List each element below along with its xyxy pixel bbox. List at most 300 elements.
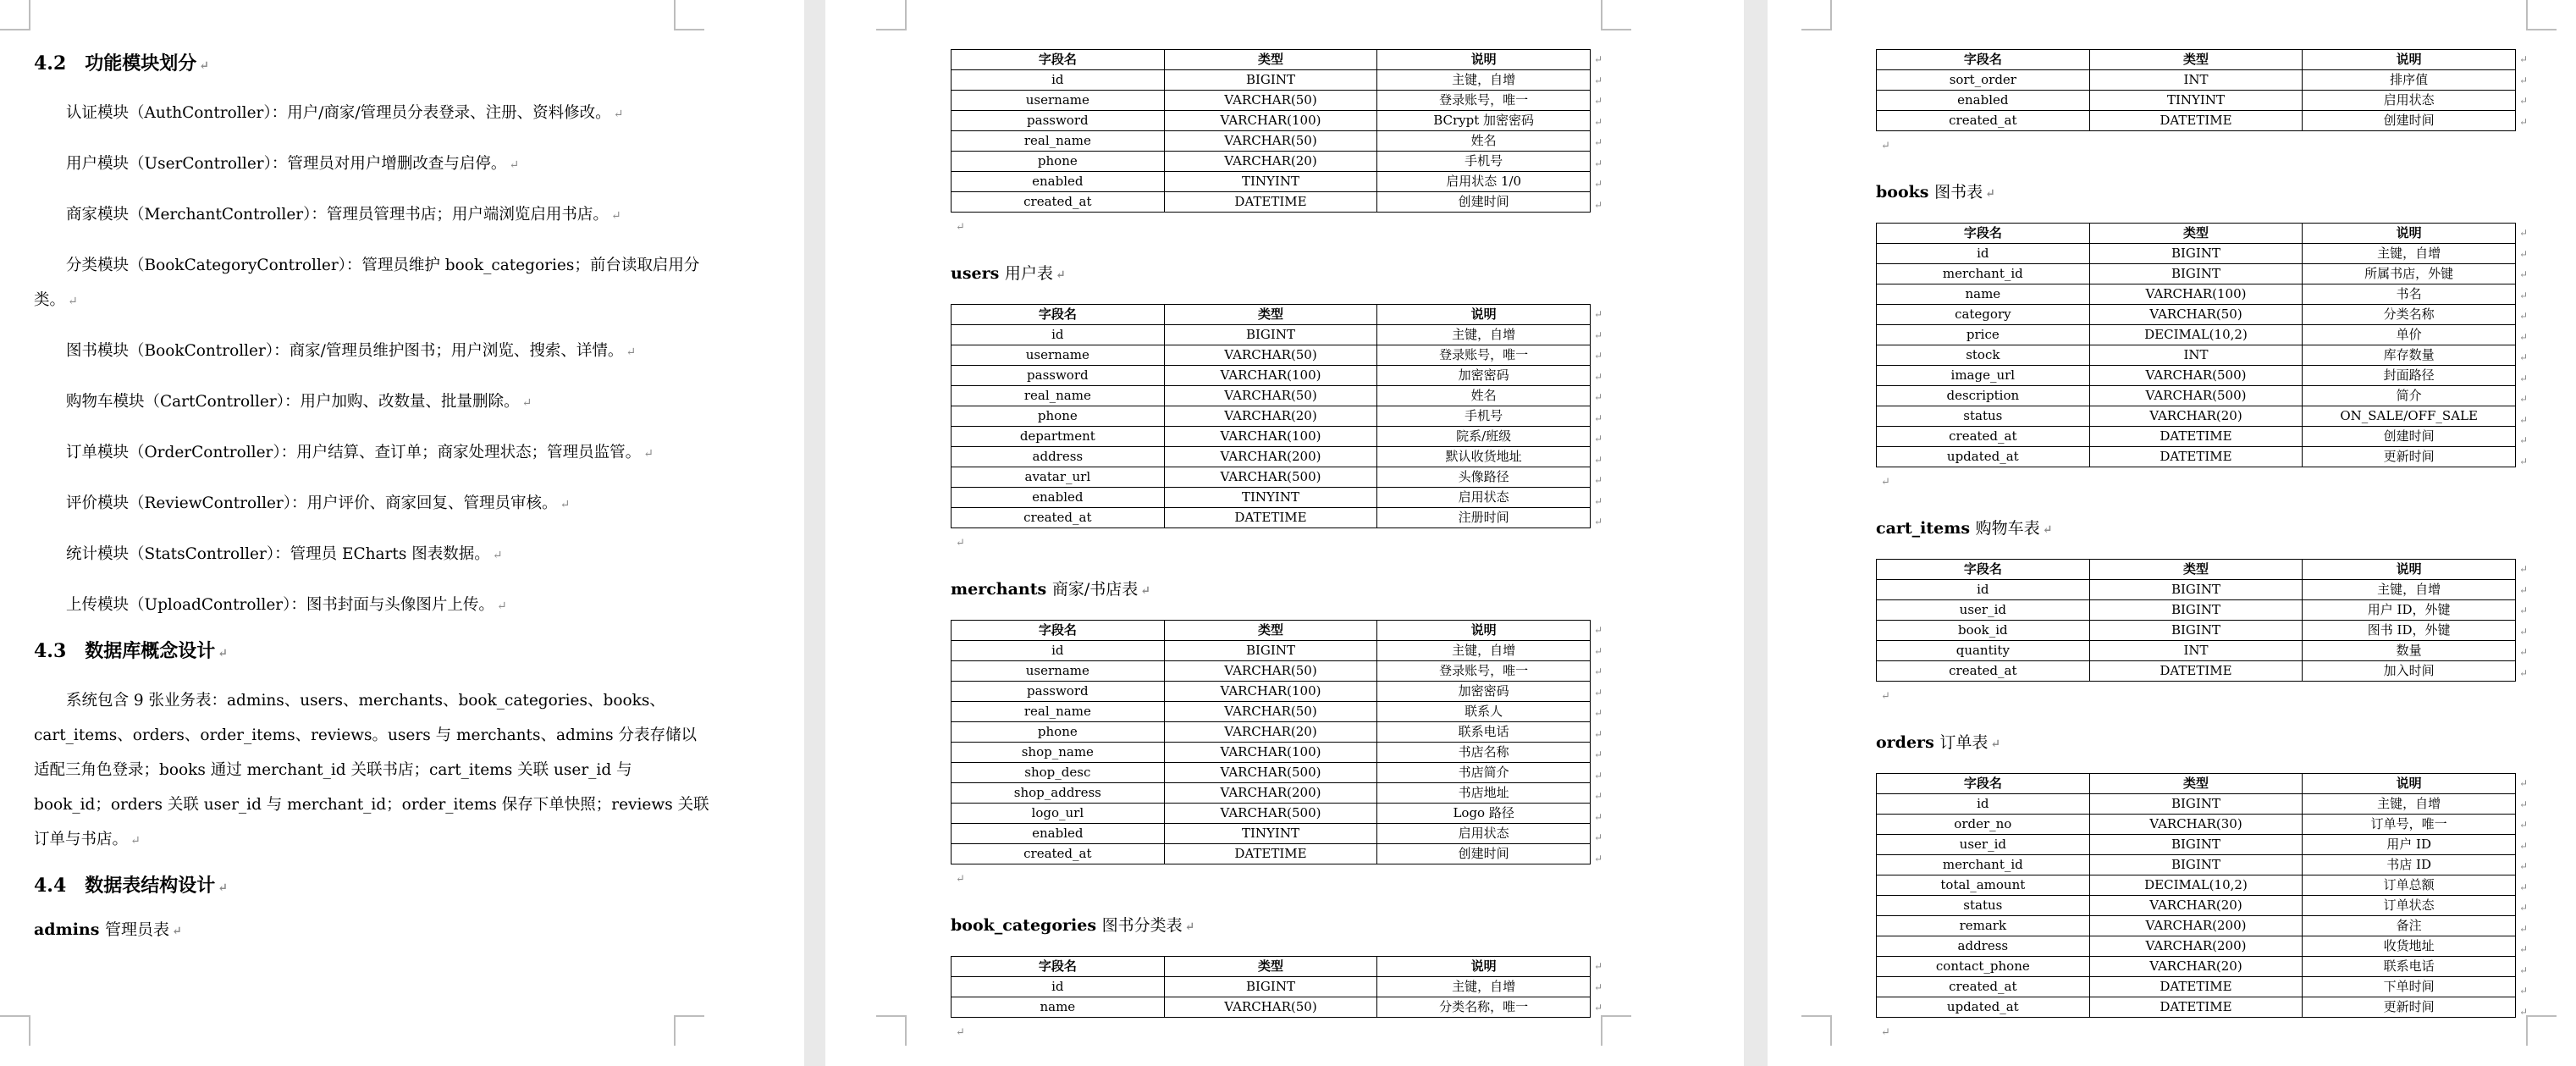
row-end-mark-icon: ↵: [2519, 819, 2529, 831]
field-table: [951, 620, 1591, 864]
body-paragraph: 订单模块（OrderController）：用户结算、查订单；商家处理状态；管理员监管。 ↵: [66, 444, 654, 461]
table-cell: password: [952, 366, 1165, 386]
table-row: [1877, 875, 2516, 896]
row-end-mark-icon: ↵: [1594, 1002, 1603, 1014]
table-cell: VARCHAR(50): [1164, 386, 1377, 406]
table-cell: BIGINT: [2089, 794, 2303, 815]
row-end-mark-icon: ↵: [2519, 881, 2529, 893]
crop-mark: [1601, 0, 1631, 30]
table-header-cell: 类型: [1164, 957, 1377, 977]
table-cell: DATETIME: [2089, 997, 2303, 1018]
table-cell: VARCHAR(20): [1164, 722, 1377, 743]
table-row: [1877, 794, 2516, 815]
row-end-mark-icon: ↵: [1594, 53, 1603, 65]
paragraph-mark-icon: ↵: [560, 498, 571, 511]
table-row: [1877, 936, 2516, 957]
table-row: [1877, 916, 2516, 936]
table-cell: enabled: [952, 824, 1165, 844]
row-end-mark-icon: ↵: [2519, 625, 2529, 638]
table-row: [952, 447, 1591, 467]
table-cell: avatar_url: [952, 467, 1165, 488]
table-cell: 头像路径: [1377, 467, 1591, 488]
row-end-mark-icon: ↵: [1594, 686, 1603, 699]
table-cell: VARCHAR(200): [1164, 447, 1377, 467]
row-end-mark-icon: ↵: [2519, 227, 2529, 239]
table-cell: 加密密码: [1377, 682, 1591, 702]
table-cell: 下单时间: [2303, 977, 2516, 997]
field-table: [951, 49, 1591, 213]
table-cell: VARCHAR(500): [2089, 366, 2303, 386]
table-block: [1876, 223, 2549, 467]
row-end-mark-icon: ↵: [1594, 644, 1603, 657]
table-cell: id: [1877, 244, 2090, 264]
row-end-marks: [1594, 620, 1602, 869]
table-cell: VARCHAR(20): [2089, 406, 2303, 427]
table-header-cell: 字段名: [952, 957, 1165, 977]
row-end-mark-icon: ↵: [2519, 247, 2529, 260]
row-end-mark-icon: ↵: [1594, 157, 1603, 169]
table-cell: name: [1877, 284, 2090, 305]
table-block: [951, 49, 1624, 213]
table-row: [952, 91, 1591, 111]
table-cell: logo_url: [952, 804, 1165, 824]
table-row: [1877, 305, 2516, 325]
row-end-mark-icon: ↵: [2519, 860, 2529, 872]
table-cell: 联系电话: [2303, 957, 2516, 977]
row-end-marks: [2519, 559, 2528, 683]
table-cell: DATETIME: [2089, 977, 2303, 997]
table-caption-title: 图书分类表: [1101, 916, 1183, 935]
table-cell: real_name: [952, 702, 1165, 722]
paragraph-mark-icon: ↵: [1990, 737, 2001, 751]
row-end-mark-icon: ↵: [2519, 985, 2529, 997]
row-end-mark-icon: ↵: [2519, 434, 2529, 446]
table-cell: VARCHAR(50): [1164, 345, 1377, 366]
row-end-mark-icon: ↵: [1594, 115, 1603, 128]
table-cell: 书店 ID: [2303, 855, 2516, 875]
table-cell: 姓名: [1377, 131, 1591, 152]
table-row: [1877, 264, 2516, 284]
table-cell: id: [952, 977, 1165, 997]
table-cell: 收货地址: [2303, 936, 2516, 957]
row-end-mark-icon: ↵: [1594, 178, 1603, 190]
paragraph-mark-icon: ↵: [1881, 140, 1890, 152]
crop-mark: [876, 0, 907, 30]
body-paragraph: 用户模块（UserController）：管理员对用户增删改查与启停。 ↵: [66, 155, 520, 173]
row-end-mark-icon: ↵: [1594, 453, 1603, 466]
table-caption-code: books: [1876, 183, 1935, 202]
table-cell: 所属书店，外键: [2303, 264, 2516, 284]
table-cell: 启用状态: [1377, 824, 1591, 844]
table-cell: phone: [952, 406, 1165, 427]
table-cell: 姓名: [1377, 386, 1591, 406]
table-cell: DATETIME: [1164, 508, 1377, 528]
table-cell: 主键，自增: [2303, 580, 2516, 600]
table-caption-code: book_categories: [951, 916, 1102, 935]
table-row: [1877, 896, 2516, 916]
row-end-mark-icon: ↵: [2519, 289, 2529, 301]
row-end-mark-icon: ↵: [1594, 391, 1603, 403]
table-header-cell: 字段名: [1877, 774, 2090, 794]
table-cell: 主键，自增: [1377, 325, 1591, 345]
paragraph-mark-icon: ↵: [521, 396, 532, 410]
table-cell: 书店地址: [1377, 783, 1591, 804]
table-header-row: [952, 957, 1591, 977]
table-cell: 书名: [2303, 284, 2516, 305]
table-row: [1877, 427, 2516, 447]
table-cell: total_amount: [1877, 875, 2090, 896]
table-header-row: [1877, 560, 2516, 580]
table-cell: 排序值: [2303, 70, 2516, 91]
table-cell: VARCHAR(100): [1164, 111, 1377, 131]
field-table: [951, 304, 1591, 528]
table-cell: VARCHAR(50): [2089, 305, 2303, 325]
table-caption-title: 用户表: [1004, 264, 1053, 283]
table-cell: VARCHAR(500): [2089, 386, 2303, 406]
table-row: [952, 467, 1591, 488]
table-cell: DECIMAL(10,2): [2089, 875, 2303, 896]
table-cell: VARCHAR(20): [2089, 957, 2303, 977]
row-end-mark-icon: ↵: [2519, 53, 2529, 65]
table-cell: status: [1877, 896, 2090, 916]
table-cell: 联系人: [1377, 702, 1591, 722]
table-caption: [951, 262, 1624, 287]
table-cell: price: [1877, 325, 2090, 345]
table-cell: DATETIME: [2089, 111, 2303, 131]
row-end-mark-icon: ↵: [1594, 960, 1603, 972]
table-cell: enabled: [952, 172, 1165, 192]
table-cell: updated_at: [1877, 447, 2090, 467]
body-paragraph: 商家模块（MerchantController）：管理员管理书店；用户端浏览启用书店。 ↵: [66, 206, 621, 224]
table-header-cell: 类型: [2089, 774, 2303, 794]
paragraph-mark-icon: ↵: [1881, 476, 1890, 489]
paragraph-mark-icon: ↵: [956, 873, 965, 886]
table-header-cell: 字段名: [952, 621, 1165, 641]
table-caption-code: admins: [34, 920, 106, 939]
table-cell: id: [952, 70, 1165, 91]
table-cell: BIGINT: [1164, 325, 1377, 345]
table-cell: 登录账号，唯一: [1377, 345, 1591, 366]
table-cell: created_at: [952, 192, 1165, 213]
table-cell: 更新时间: [2303, 997, 2516, 1018]
table-cell: image_url: [1877, 366, 2090, 386]
row-end-mark-icon: ↵: [1594, 136, 1603, 148]
table-caption: [1876, 516, 2549, 542]
table-cell: 手机号: [1377, 152, 1591, 172]
table-row: [1877, 386, 2516, 406]
table-cell: DECIMAL(10,2): [2089, 325, 2303, 345]
table-caption: [1876, 180, 2549, 206]
table-header-row: [952, 621, 1591, 641]
table-row: [1877, 91, 2516, 111]
table-row: [1877, 641, 2516, 661]
table-cell: created_at: [952, 844, 1165, 864]
table-row: [1877, 957, 2516, 977]
document-page-3: [1768, 0, 2576, 1066]
table-cell: remark: [1877, 916, 2090, 936]
table-cell: BIGINT: [2089, 244, 2303, 264]
row-end-mark-icon: ↵: [2519, 351, 2529, 363]
row-end-mark-icon: ↵: [1594, 516, 1603, 527]
table-block: [1876, 559, 2549, 682]
table-cell: phone: [952, 722, 1165, 743]
table-row: [952, 641, 1591, 661]
table-cell: BIGINT: [2089, 855, 2303, 875]
table-cell: VARCHAR(200): [1164, 783, 1377, 804]
table-row: [952, 172, 1591, 192]
row-end-mark-icon: ↵: [2519, 605, 2529, 616]
table-caption-title: 商家/书店表: [1051, 580, 1139, 599]
row-end-mark-icon: ↵: [1594, 790, 1603, 802]
table-cell: VARCHAR(500): [1164, 804, 1377, 824]
row-end-mark-icon: ↵: [2519, 74, 2529, 86]
table-row: [1877, 661, 2516, 682]
paragraph-mark-icon: ↵: [610, 209, 621, 223]
table-cell: BIGINT: [2089, 835, 2303, 855]
row-end-marks: [1594, 304, 1602, 533]
table-cell: 主键，自增: [2303, 244, 2516, 264]
table-caption-title: 订单表: [1939, 733, 1989, 752]
table-cell: enabled: [1877, 91, 2090, 111]
paragraph-mark-icon: ↵: [1055, 268, 1066, 282]
row-end-mark-icon: ↵: [1594, 329, 1603, 341]
table-cell: VARCHAR(100): [1164, 427, 1377, 447]
row-end-mark-icon: ↵: [1594, 474, 1603, 486]
table-cell: TINYINT: [2089, 91, 2303, 111]
table-caption: [1876, 731, 2549, 756]
table-cell: shop_name: [952, 743, 1165, 763]
row-end-mark-icon: ↵: [2519, 413, 2529, 426]
row-end-mark-icon: ↵: [2519, 646, 2529, 658]
table-header-cell: 说明: [1377, 50, 1591, 70]
table-cell: username: [952, 345, 1165, 366]
paragraph-mark-icon: ↵: [130, 834, 141, 848]
table-caption-code: orders: [1876, 733, 1940, 752]
table-row: [952, 70, 1591, 91]
row-end-mark-icon: ↵: [2519, 330, 2529, 343]
paragraph-mark-icon: ↵: [1881, 690, 1890, 703]
table-header-cell: 说明: [1377, 621, 1591, 641]
table-row: [952, 763, 1591, 783]
table-cell: user_id: [1877, 600, 2090, 621]
row-end-marks: [2519, 49, 2528, 132]
table-row: [952, 325, 1591, 345]
table-cell: user_id: [1877, 835, 2090, 855]
table-row: [952, 131, 1591, 152]
table-block: [951, 304, 1624, 528]
table-cell: 书店简介: [1377, 763, 1591, 783]
table-cell: VARCHAR(50): [1164, 997, 1377, 1018]
table-cell: DATETIME: [2089, 427, 2303, 447]
table-caption-code: cart_items: [1876, 519, 1976, 538]
table-caption: [34, 918, 711, 943]
table-cell: 创建时间: [1377, 844, 1591, 864]
paragraph-mark-icon: ↵: [613, 108, 624, 121]
table-header-cell: 说明: [2303, 224, 2516, 244]
table-cell: 启用状态 1/0: [1377, 172, 1591, 192]
table-cell: created_at: [1877, 977, 2090, 997]
table-row: [1877, 600, 2516, 621]
table-cell: 主键，自增: [1377, 641, 1591, 661]
table-cell: BCrypt 加密密码: [1377, 111, 1591, 131]
table-cell: VARCHAR(20): [2089, 896, 2303, 916]
table-cell: BIGINT: [2089, 580, 2303, 600]
table-row: [952, 345, 1591, 366]
table-row: [952, 682, 1591, 702]
table-cell: order_no: [1877, 815, 2090, 835]
table-cell: id: [952, 641, 1165, 661]
table-cell: DATETIME: [1164, 844, 1377, 864]
paragraph-mark-icon: ↵: [496, 599, 507, 613]
crop-mark: [674, 1015, 704, 1046]
table-cell: real_name: [952, 131, 1165, 152]
table-cell: VARCHAR(20): [1164, 152, 1377, 172]
table-row: [1877, 70, 2516, 91]
table-row: [952, 386, 1591, 406]
table-cell: username: [952, 91, 1165, 111]
table-caption-title: 购物车表: [1975, 519, 2040, 538]
table-header-cell: 字段名: [1877, 50, 2090, 70]
paragraph-mark-icon: ↵: [1881, 1026, 1890, 1039]
table-cell: 分类名称，唯一: [1377, 997, 1591, 1018]
table-cell: VARCHAR(100): [1164, 743, 1377, 763]
table-header-cell: 类型: [1164, 621, 1377, 641]
table-cell: 备注: [2303, 916, 2516, 936]
table-row: [952, 977, 1591, 997]
table-cell: 手机号: [1377, 406, 1591, 427]
table-row: [952, 111, 1591, 131]
row-end-mark-icon: ↵: [2519, 839, 2529, 852]
table-cell: book_id: [1877, 621, 2090, 641]
table-cell: 用户 ID: [2303, 835, 2516, 855]
table-header-cell: 说明: [2303, 50, 2516, 70]
table-cell: DATETIME: [2089, 447, 2303, 467]
paragraph-mark-icon: ↵: [199, 59, 210, 73]
table-cell: 订单号，唯一: [2303, 815, 2516, 835]
table-cell: sort_order: [1877, 70, 2090, 91]
crop-mark: [0, 1015, 30, 1046]
table-cell: stock: [1877, 345, 2090, 366]
row-end-mark-icon: ↵: [1594, 666, 1603, 677]
row-end-mark-icon: ↵: [1594, 74, 1603, 86]
page-2-content: [951, 49, 1624, 1066]
crop-mark: [674, 0, 704, 30]
table-cell: 订单状态: [2303, 896, 2516, 916]
row-end-mark-icon: ↵: [1594, 308, 1603, 320]
table-cell: 单价: [2303, 325, 2516, 345]
table-cell: shop_address: [952, 783, 1165, 804]
table-row: [1877, 855, 2516, 875]
table-cell: address: [1877, 936, 2090, 957]
row-end-mark-icon: ↵: [1594, 810, 1603, 823]
table-cell: VARCHAR(50): [1164, 702, 1377, 722]
row-end-mark-icon: ↵: [1594, 831, 1603, 843]
table-row: [952, 406, 1591, 427]
table-cell: quantity: [1877, 641, 2090, 661]
row-end-mark-icon: ↵: [1594, 494, 1603, 507]
field-table: [1876, 49, 2516, 131]
row-end-mark-icon: ↵: [2519, 583, 2529, 596]
row-end-mark-icon: ↵: [1594, 350, 1603, 362]
table-header-row: [952, 305, 1591, 325]
table-row: [1877, 997, 2516, 1018]
field-table: [1876, 773, 2516, 1018]
row-end-mark-icon: ↵: [2519, 393, 2529, 405]
table-caption-code: users: [951, 264, 1005, 283]
row-end-mark-icon: ↵: [1594, 748, 1603, 760]
paragraph-mark-icon: ↵: [1985, 187, 1995, 201]
table-header-cell: 说明: [2303, 560, 2516, 580]
table-header-cell: 类型: [2089, 50, 2303, 70]
table-caption: [951, 577, 1624, 603]
table-cell: VARCHAR(100): [2089, 284, 2303, 305]
table-row: [1877, 325, 2516, 345]
row-end-mark-icon: ↵: [1594, 370, 1603, 383]
table-row: [1877, 284, 2516, 305]
table-row: [1877, 977, 2516, 997]
table-header-cell: 类型: [2089, 560, 2303, 580]
table-cell: status: [1877, 406, 2090, 427]
table-cell: 库存数量: [2303, 345, 2516, 366]
row-end-mark-icon: ↵: [2519, 798, 2529, 810]
table-cell: 书店名称: [1377, 743, 1591, 763]
body-paragraph: 认证模块（AuthController）：用户/商家/管理员分表登录、注册、资料修改。 ↵: [66, 104, 624, 122]
table-row: [1877, 815, 2516, 835]
table-cell: VARCHAR(20): [1164, 406, 1377, 427]
row-end-mark-icon: ↵: [1594, 198, 1603, 211]
table-block: [1876, 773, 2549, 1018]
document-page-2: [825, 0, 1744, 1066]
table-row: [952, 192, 1591, 213]
document-page-1: [0, 0, 804, 1066]
table-cell: created_at: [952, 508, 1165, 528]
paragraph-mark-icon: ↵: [956, 1026, 965, 1039]
table-row: [952, 661, 1591, 682]
crop-mark: [2526, 0, 2557, 30]
table-cell: TINYINT: [1164, 824, 1377, 844]
paragraph-mark-icon: ↵: [1140, 584, 1150, 598]
body-paragraph: 上传模块（UploadController）：图书封面与头像图片上传。 ↵: [66, 596, 507, 614]
table-cell: VARCHAR(50): [1164, 131, 1377, 152]
table-cell: department: [952, 427, 1165, 447]
table-cell: TINYINT: [1164, 172, 1377, 192]
table-cell: DATETIME: [2089, 661, 2303, 682]
table-cell: created_at: [1877, 661, 2090, 682]
row-end-marks: [2519, 773, 2528, 1022]
table-cell: name: [952, 997, 1165, 1018]
paragraph-mark-icon: ↵: [2042, 523, 2053, 537]
table-cell: INT: [2089, 70, 2303, 91]
table-cell: 主键，自增: [1377, 70, 1591, 91]
table-header-cell: 字段名: [1877, 224, 2090, 244]
table-cell: 创建时间: [2303, 427, 2516, 447]
table-cell: phone: [952, 152, 1165, 172]
table-cell: merchant_id: [1877, 264, 2090, 284]
table-cell: 登录账号，唯一: [1377, 91, 1591, 111]
row-end-mark-icon: ↵: [2519, 902, 2529, 914]
paragraph-mark-icon: ↵: [218, 881, 229, 895]
table-cell: 用户 ID，外键: [2303, 600, 2516, 621]
body-paragraph: 分类模块（BookCategoryController）：管理员维护 book_categories；前台读取启用分类。 ↵: [34, 257, 700, 309]
section-heading: 4.2 功能模块划分 ↵: [34, 52, 210, 75]
table-cell: shop_desc: [952, 763, 1165, 783]
row-end-mark-icon: ↵: [2519, 922, 2529, 935]
body-paragraph: 购物车模块（CartController）：用户加购、改数量、批量删除。 ↵: [66, 393, 532, 411]
table-cell: 加入时间: [2303, 661, 2516, 682]
table-cell: 更新时间: [2303, 447, 2516, 467]
body-paragraph: 统计模块（StatsController）：管理员 ECharts 图表数据。 ↵: [66, 545, 503, 563]
table-cell: VARCHAR(50): [1164, 661, 1377, 682]
